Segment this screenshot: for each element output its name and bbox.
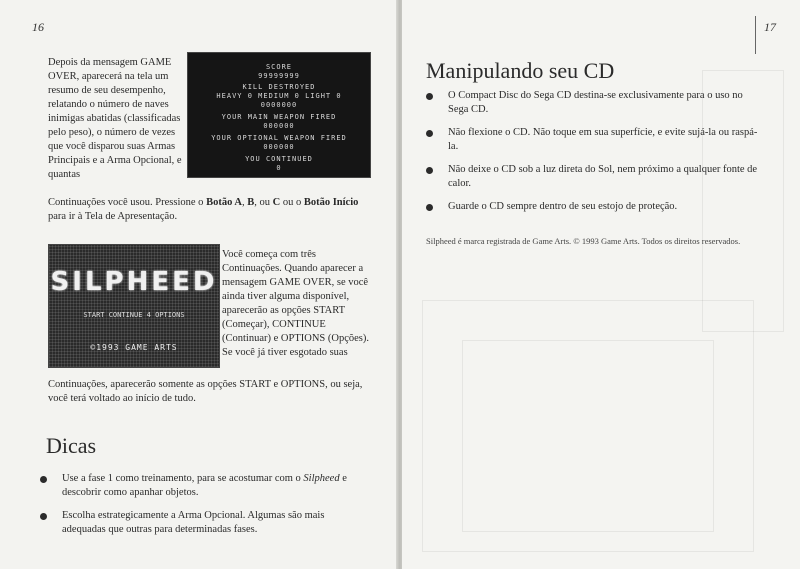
- button-c-label: C: [272, 197, 281, 208]
- text-run: Use a fase 1 como treinamento, para se acostumar com o: [62, 473, 304, 484]
- results-line: YOU CONTINUED: [245, 155, 313, 163]
- page-number-right: 17: [764, 20, 776, 34]
- bullet-icon: [40, 476, 47, 483]
- text-run: ,: [241, 197, 248, 208]
- margin-rule: [755, 16, 756, 54]
- start-button-label: Botão Início: [303, 197, 359, 208]
- results-line: 000000: [263, 143, 295, 151]
- text-run: para ir à Tela de Apresentação.: [48, 211, 178, 222]
- text-run: Não flexione o CD. Não toque em sua superfície, e evite sujá-la ou raspá-la.: [448, 127, 758, 152]
- results-screenshot: [187, 52, 371, 178]
- list-item: [424, 200, 764, 214]
- trademark-footnote: Silpheed é marca registrada de Game Arts. © 1993 Game Arts. Todos os direitos reservados.: [426, 236, 741, 246]
- button-b-label: B: [247, 197, 255, 208]
- list-item: [38, 509, 358, 537]
- bullet-icon: [426, 93, 433, 100]
- continues-paragraph-top: Você começa com três Continuações. Quando aparecer a mensagem GAME OVER, se você ainda tiver alguma disponível, aparecerão as opções START (Começar), CONTINUE (Continuar) e OPTIONS (Opções). Se você já tiver esgotado suas: [222, 249, 369, 358]
- cd-heading: Manipulando seu CD: [426, 58, 615, 83]
- results-paragraph-bottom: [48, 196, 368, 224]
- text-run: O Compact Disc do Sega CD destina-se exclusivamente para o uso no Sega CD.: [448, 90, 743, 115]
- results-line: 99999999: [258, 72, 300, 80]
- game-title-italic: Silpheed: [303, 473, 340, 484]
- bullet-icon: [40, 513, 47, 520]
- list-item: [38, 472, 358, 500]
- text-run: Escolha estrategicamente a Arma Opcional. Algumas são mais adequadas que outras para determinadas fases.: [62, 510, 325, 535]
- list-item: [424, 163, 764, 191]
- text-run: ou o: [280, 197, 304, 208]
- results-line: YOUR OPTIONAL WEAPON FIRED: [211, 134, 347, 142]
- results-line: HEAVY 0 MEDIUM 0 LIGHT 0: [216, 92, 342, 100]
- text-run: e descobrir como apanhar objetos.: [62, 473, 347, 498]
- list-item: [424, 89, 764, 117]
- results-line: 000000: [263, 122, 295, 130]
- game-arts-credit: ©1993 GAME ARTS: [90, 343, 178, 352]
- left-page: [0, 0, 398, 569]
- dicas-list: [38, 472, 358, 546]
- dicas-heading: Dicas: [46, 433, 97, 458]
- text-run: Não deixe o CD sob a luz direta do Sol, nem próximo a qualquer fonte de calor.: [448, 164, 758, 189]
- right-page: [402, 0, 800, 569]
- results-line: 0: [276, 164, 282, 172]
- text-run: Continuações você usou. Pressione o: [48, 197, 207, 208]
- text-run: , ou: [254, 197, 273, 208]
- title-menu: START CONTINUE 4 OPTIONS: [83, 311, 185, 319]
- page-number-left: 16: [32, 20, 44, 34]
- bullet-icon: [426, 130, 433, 137]
- list-item: [424, 126, 764, 154]
- bullet-icon: [426, 204, 433, 211]
- cd-care-list: [424, 89, 764, 223]
- text-run: Guarde o CD sempre dentro de seu estojo de proteção.: [448, 201, 678, 212]
- show-through-frame: [462, 340, 714, 532]
- title-screenshot: [48, 244, 220, 368]
- results-line: YOUR MAIN WEAPON FIRED: [221, 113, 337, 121]
- silpheed-logo: SILPHEED: [50, 267, 218, 297]
- results-line: SCORE: [265, 63, 293, 71]
- results-paragraph-top: Depois da mensagem GAME OVER, aparecerá na tela um resumo de seu desempenho, relatando o número de naves inimigas abatidas (classificadas pelo peso), o número de vezes que você disparou suas Armas Principais e a Arma Opcional, e quantas: [48, 57, 182, 180]
- results-line: KILL DESTROYED: [242, 83, 316, 91]
- bullet-icon: [426, 167, 433, 174]
- button-a-label: Botão A: [206, 197, 242, 208]
- continues-paragraph-bottom: Continuações, aparecerão somente as opções START e OPTIONS, ou seja, você terá voltado ao início de tudo.: [48, 379, 363, 404]
- results-line: 0000000: [260, 101, 298, 109]
